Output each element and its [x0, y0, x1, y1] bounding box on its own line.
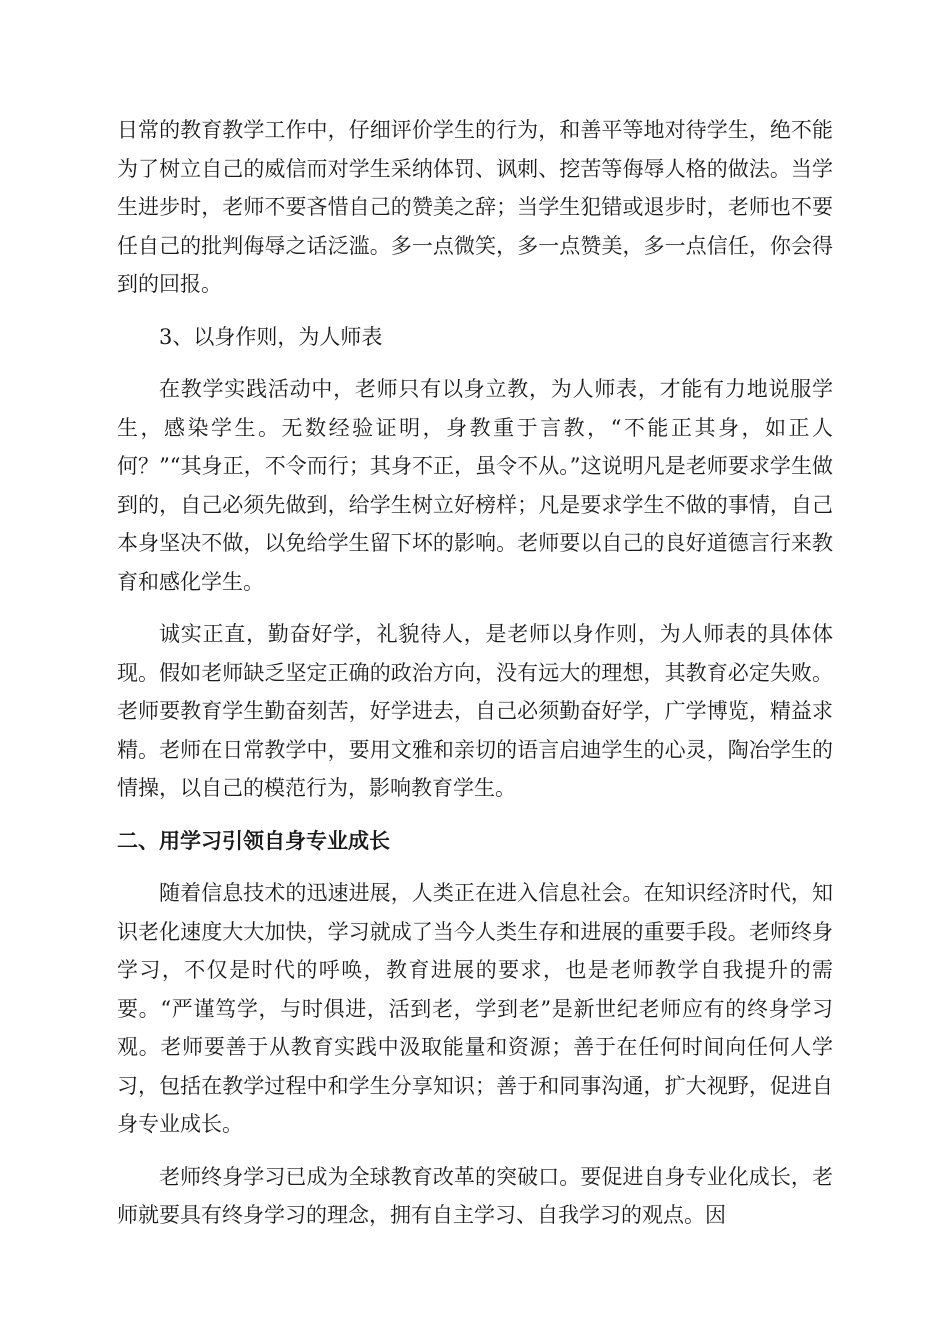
section-heading-learning: 二、用学习引领自身专业成长: [117, 828, 390, 853]
paragraph: 诚实正直，勤奋好学，礼貌待人，是老师以身作则，为人师表的具体体现。假如老师缺乏坚定正确的政治方向，没有远大的理想，其教育必定失败。老师要教育学生勤奋刻苦，好学进去，自己必须勤奋好学，广学博览，精益求精。老师在日常教学中，要用文雅和亲切的语言启迪学生的心灵，陶冶学生的情操，以自己的模范行为，影响教育学生。: [117, 622, 833, 800]
paragraph: 老师终身学习已成为全球教育改革的突破口。要促进自身专业化成长，老师就要具有终身学习的理念，拥有自主学习、自我学习的观点。因: [117, 1164, 833, 1227]
paragraph: 在教学实践活动中，老师只有以身立教，为人师表，才能有力地说服学生，感染学生。无数经验证明，身教重于言教，“不能正其身，如正人何？”“其身正，不令而行；其身不正，虽令不从。”这说明凡是老师要求学生做到的，自己必须先做到，给学生树立好榜样；凡是要求学生不做的事情，自己本身坚决不做，以免给学生留下坏的影响。老师要以自己的良好道德言行来教育和感化学生。: [117, 377, 833, 594]
paragraph-continued: 日常的教育教学工作中，仔细评价学生的行为，和善平等地对待学生，绝不能为了树立自己的威信而对学生采纳体罚、讽刺、挖苦等侮辱人格的做法。当学生进步时，老师不要吝惜自己的赞美之辞；当学生犯错或退步时，老师也不要任自己的批判侮辱之话泛滥。多一点微笑，多一点赞美，多一点信任，你会得到的回报。: [117, 118, 833, 296]
subheading-lead-by-example: 3、以身作则，为人师表: [159, 324, 383, 349]
paragraph: 随着信息技术的迅速进展，人类正在进入信息社会。在知识经济时代，知识老化速度大大加快，学习就成了当今人类生存和进展的重要手段。老师终身学习，不仅是时代的呼唤，教育进展的要求，也是老师教学自我提升的需要。“严谨笃学，与时俱进，活到老，学到老”是新世纪老师应有的终身学习观。老师要善于从教育实践中汲取能量和资源；善于在任何时间向任何人学习，包括在教学过程中和学生分享知识；善于和同事沟通，扩大视野，促进自身专业成长。: [117, 881, 833, 1136]
document-body: [117, 111, 833, 1249]
